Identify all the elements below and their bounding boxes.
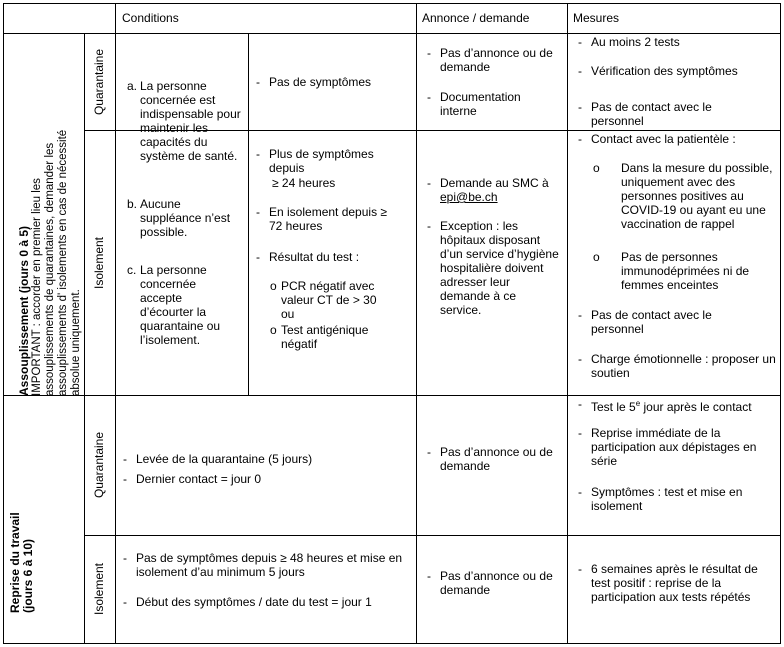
col-divider-rowlabel xyxy=(84,33,85,644)
i1-mesure3: Charge émotionnelle : proposer un soutien xyxy=(591,352,776,380)
row-divider-sec2 xyxy=(84,535,781,536)
i1-mesure-bullet-a: o xyxy=(593,161,600,175)
q2-mesure1-part-b: jour après le contact xyxy=(640,400,752,414)
q2-annonce: Pas d’annonce ou de demande xyxy=(440,445,553,473)
q1-mesure-dash3: - xyxy=(578,100,582,114)
q2-cond2: Dernier contact = jour 0 xyxy=(136,472,262,486)
q2-mesure1 xyxy=(591,397,752,414)
i1-cond1: Plus de symptômes depuis xyxy=(269,147,374,175)
header-conditions: Conditions xyxy=(122,11,179,25)
q1-mesure1: Au moins 2 tests xyxy=(591,35,680,49)
section-label-reprise xyxy=(9,403,37,613)
q2-mesure-dash3: - xyxy=(578,485,582,499)
q2-mesure1-sup: e xyxy=(635,399,641,408)
sublabel-quarantaine-2: Quarantaine xyxy=(92,431,106,499)
i2-mesure-dash: - xyxy=(578,562,582,576)
q2-mesure2: Reprise immédiate de la participation aux dépistages en série xyxy=(591,426,757,468)
table-border-left xyxy=(3,3,4,644)
q2-mesure-dash2: - xyxy=(578,426,582,440)
q1-condition: Pas de symptômes xyxy=(269,75,372,89)
i1-mesure1b: Pas de personnes immunodéprimées ni de femmes enceintes xyxy=(621,250,750,292)
q2-mesure-dash1: - xyxy=(578,397,582,411)
i1-mesure1: Contact avec la patientèle : xyxy=(591,132,736,146)
i1-cond3: Résultat du test : xyxy=(269,250,360,264)
table-border-right xyxy=(780,3,781,644)
i1-annonce-email-link[interactable]: epi@be.ch xyxy=(440,190,498,204)
i1-bullet-a: o xyxy=(270,279,277,293)
q2-cond-dash1: - xyxy=(123,452,127,466)
q2-cond1: Levée de la quarantaine (5 jours) xyxy=(136,452,313,466)
sublabel-isolement-2: Isolement xyxy=(92,562,106,616)
section-note-line4: absolue uniquement. xyxy=(70,289,82,396)
i1-cond-dash3: - xyxy=(256,250,260,264)
i2-annonce-dash: - xyxy=(427,569,431,583)
q1-annonce-dash2: - xyxy=(427,90,431,104)
q2-mesure1-part-a: Test le 5 xyxy=(591,400,636,414)
i2-mesure1: 6 semaines après le résultat de test positif : reprise de la participation aux tests répétés xyxy=(591,562,758,604)
i1-annonce2: Exception : les hôpitaux disposant d’un service d’hygiène hospitalière doivent adresser leur demande à ce service. xyxy=(440,219,559,317)
q1-annonce-dash1: - xyxy=(427,46,431,60)
cond-b: Aucune suppléance n’est possible. xyxy=(140,197,231,239)
q1-cond-dash: - xyxy=(256,75,260,89)
section-label-assouplissement xyxy=(17,36,82,396)
q1-mesure-dash1: - xyxy=(578,35,582,49)
i1-cond-dash2: - xyxy=(256,205,260,219)
q1-mesure3: Pas de contact avec le personnel xyxy=(591,100,712,128)
cond-a: La personne concernée est indispensable pour maintenir les capacités du système de santé. xyxy=(140,79,241,163)
i2-annonce: Pas d’annonce ou de demande xyxy=(440,569,553,597)
i1-cond-dash1: - xyxy=(256,147,260,161)
i1-cond3a: PCR négatif avec valeur CT de > 30 ou xyxy=(281,279,377,321)
cond-c: La personne concernée accepte d’écourter la quarantaine ou l’isolement. xyxy=(140,263,221,347)
section-note-line2: assouplissements de quarantaines, demander les xyxy=(44,142,56,396)
i1-mesure-dash3: - xyxy=(578,352,582,366)
table-border-bottom xyxy=(3,643,781,644)
i1-mesure-bullet-b: o xyxy=(593,250,600,264)
header-divider xyxy=(3,33,781,34)
i1-cond2: En isolement depuis ≥ 72 heures xyxy=(269,205,387,233)
q1-annonce2: Documentation interne xyxy=(440,90,521,118)
sublabel-isolement-1: Isolement xyxy=(92,236,106,290)
i1-bullet-b: o xyxy=(270,323,277,337)
sublabel-quarantaine-1: Quarantaine xyxy=(92,48,106,116)
section-subtitle-reprise: (jours 6 à 10) xyxy=(21,538,35,613)
i2-cond-dash1: - xyxy=(123,551,127,565)
q1-mesure-dash2: - xyxy=(578,64,582,78)
col-divider-inner xyxy=(248,33,249,395)
row-divider-sec1-right xyxy=(248,130,781,131)
q2-cond-dash2: - xyxy=(123,472,127,486)
i2-cond2: Début des symptômes / date du test = jour 1 xyxy=(136,595,372,609)
i1-cond3b: Test antigénique négatif xyxy=(281,323,369,351)
q2-annonce-dash: - xyxy=(427,445,431,459)
i1-mesure-dash2: - xyxy=(578,308,582,322)
i1-mesure2: Pas de contact avec le personnel xyxy=(591,308,712,336)
i2-cond1: Pas de symptômes depuis ≥ 48 heures et mise en isolement d’au minimum 5 jours xyxy=(136,551,403,579)
section-note-line3: assouplissements d' isolements en cas de nécessité xyxy=(57,129,69,396)
table-border-top xyxy=(3,3,781,4)
section-divider xyxy=(3,395,781,396)
i1-annonce-dash1: - xyxy=(427,176,431,190)
cond-letter-b: b. xyxy=(127,197,138,211)
section-title-assouplissement: Assouplissement (jours 0 à 5) xyxy=(17,225,31,396)
col-divider-annonce xyxy=(416,3,417,644)
i1-annonce1: Demande au SMC à xyxy=(440,176,549,190)
col-divider-conditions xyxy=(115,3,116,644)
col-divider-mesures xyxy=(567,3,568,644)
section-note-line1: IMPORTANT : accorder en premier lieu les xyxy=(31,178,43,396)
i1-annonce-dash2: - xyxy=(427,219,431,233)
header-mesures: Mesures xyxy=(573,11,620,25)
section-title-reprise: Reprise du travail xyxy=(8,512,22,613)
i1-mesure-dash1: - xyxy=(578,132,582,146)
i1-mesure1a: Dans la mesure du possible, uniquement avec des personnes positives au COVID-19 ou ayant eu une vaccination de rappel xyxy=(621,161,773,231)
i2-cond-dash2: - xyxy=(123,595,127,609)
i1-cond1b: ≥ 24 heures xyxy=(272,176,336,190)
header-annonce: Annonce / demande xyxy=(422,11,530,25)
cond-letter-a: a. xyxy=(127,79,138,93)
q1-annonce1: Pas d’annonce ou de demande xyxy=(440,46,553,74)
cond-letter-c: c. xyxy=(127,263,137,277)
q2-mesure3: Symptômes : test et mise en isolement xyxy=(591,485,743,513)
q1-mesure2: Vérification des symptômes xyxy=(591,64,738,78)
